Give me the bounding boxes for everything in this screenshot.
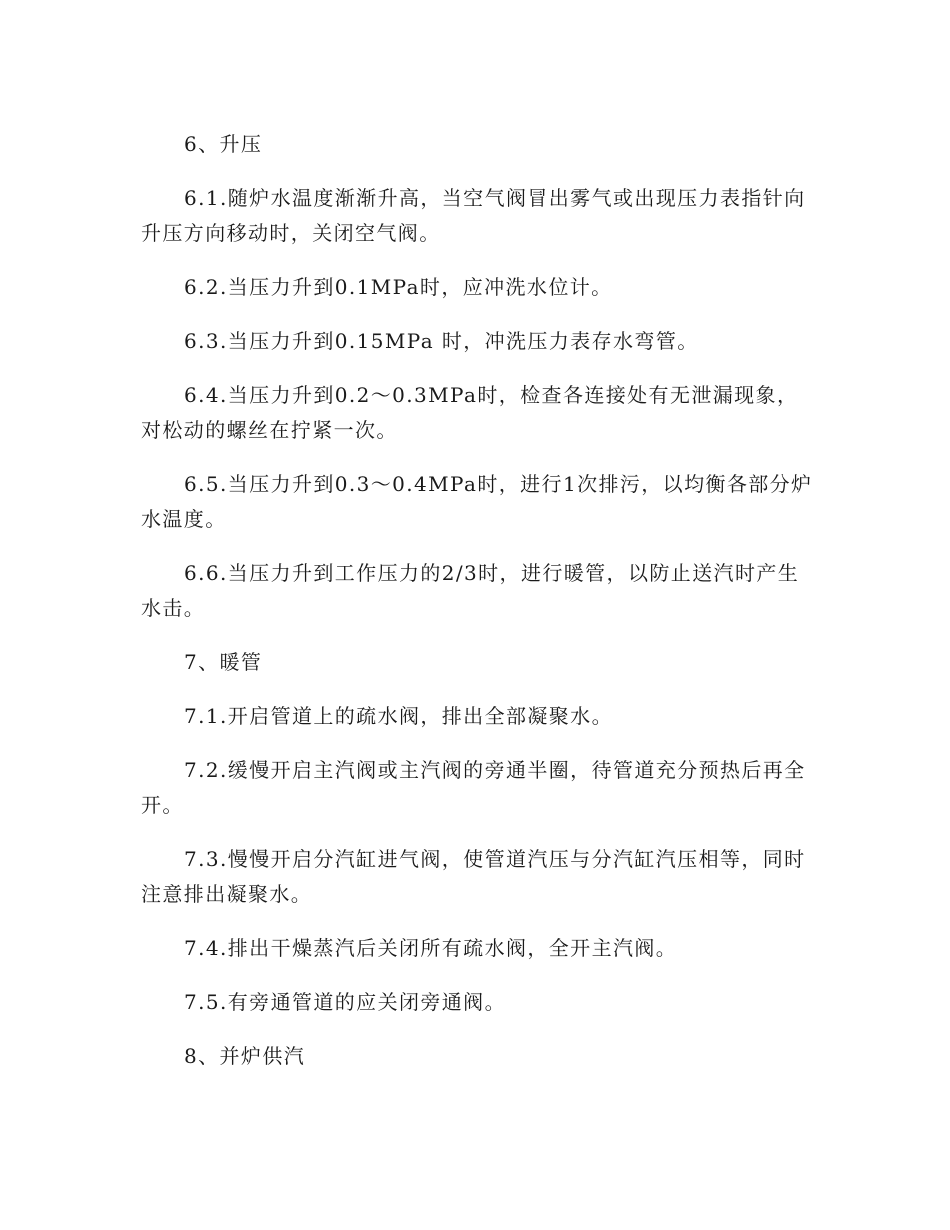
paragraph-7-4: 7.4.排出干燥蒸汽后关闭所有疏水阀，全开主汽阀。	[184, 936, 678, 960]
section-heading-8: 8、并炉供汽	[184, 1044, 306, 1068]
paragraph-7-5: 7.5.有旁通管道的应关闭旁通阀。	[184, 990, 506, 1014]
paragraph-6-2: 6.2.当压力升到0.1MPa时，应冲洗水位计。	[184, 275, 613, 299]
section-heading-7: 7、暖管	[184, 650, 263, 674]
section-heading-6: 6、升压	[184, 132, 263, 156]
paragraph-7-2: 7.2.缓慢开启主汽阀或主汽阀的旁通半圈，待管道充分预热后再全开。	[141, 758, 806, 817]
paragraph-6-4: 6.4.当压力升到0.2～0.3MPa时，检查各连接处有无泄漏现象，对松动的螺丝在拧紧一次。	[141, 383, 799, 442]
document-body	[141, 108, 813, 1074]
paragraph-6-1: 6.1.随炉水温度渐渐升高，当空气阀冒出雾气或出现压力表指针向升压方向移动时，关闭空气阀。	[141, 186, 806, 245]
paragraph-6-5: 6.5.当压力升到0.3～0.4MPa时，进行1次排污，以均衡各部分炉水温度。	[141, 472, 813, 531]
paragraph-7-1: 7.1.开启管道上的疏水阀，排出全部凝聚水。	[184, 704, 613, 728]
paragraph-6-6: 6.6.当压力升到工作压力的2/3时，进行暖管，以防止送汽时产生水击。	[141, 561, 800, 620]
paragraph-6-3: 6.3.当压力升到0.15MPa 时，冲洗压力表存水弯管。	[184, 329, 699, 353]
paragraph-7-3: 7.3.慢慢开启分汽缸进气阀，使管道汽压与分汽缸汽压相等，同时注意排出凝聚水。	[141, 847, 806, 906]
